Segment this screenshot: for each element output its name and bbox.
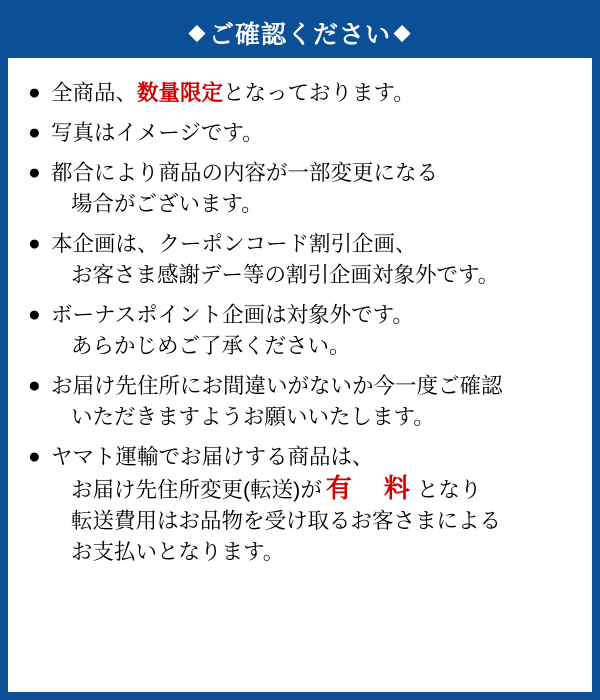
page-title: ご確認ください xyxy=(208,21,391,49)
diamond-left-icon: ◆ xyxy=(188,20,206,44)
bullet-icon: ● xyxy=(28,81,41,104)
text-line xyxy=(51,189,578,220)
plain-text: 場合がございます。 xyxy=(71,192,263,216)
plain-text: いただきますようお願いいたします。 xyxy=(71,405,435,429)
plain-text: となり xyxy=(416,478,482,502)
text-line xyxy=(51,158,578,189)
list-item-text xyxy=(51,229,578,291)
bullet-icon: ● xyxy=(28,161,41,184)
plain-text: お客さま感謝デー等の割引企画対象外です。 xyxy=(71,263,500,287)
text-line xyxy=(51,229,578,260)
bullet-icon: ● xyxy=(28,374,41,397)
text-line xyxy=(51,442,578,473)
plain-text: お届け先住所にお間違いがないか今一度ご確認 xyxy=(51,374,503,398)
list-item xyxy=(28,78,578,109)
plain-text: 転送費用はお品物を受け取るお客さまによる xyxy=(71,509,502,533)
notice-header xyxy=(8,8,592,58)
text-line xyxy=(51,371,578,402)
list-item xyxy=(28,158,578,220)
list-item xyxy=(28,300,578,362)
plain-text: 全商品、 xyxy=(51,81,138,105)
plain-text: 都合により商品の内容が一部変更になる xyxy=(51,161,439,185)
list-item xyxy=(28,371,578,433)
list-item-text xyxy=(51,300,578,362)
text-line xyxy=(51,537,578,568)
list-item-text xyxy=(51,158,578,220)
text-line xyxy=(51,260,578,291)
plain-text: あらかじめご了承ください。 xyxy=(71,334,351,358)
plain-text: 写真はイメージです。 xyxy=(51,121,264,145)
text-line xyxy=(51,300,578,331)
text-line xyxy=(51,331,578,362)
list-item xyxy=(28,118,578,149)
bullet-icon: ● xyxy=(28,121,41,144)
list-item xyxy=(28,442,578,568)
bullet-icon: ● xyxy=(28,303,41,326)
bullet-icon: ● xyxy=(28,445,41,468)
plain-text: お支払いとなります。 xyxy=(71,540,285,564)
plain-text: 本企画は、クーポンコード割引企画、 xyxy=(51,232,417,256)
list-item xyxy=(28,229,578,291)
text-line xyxy=(51,473,578,506)
notice-list xyxy=(8,58,592,568)
plain-text: となっております。 xyxy=(223,81,415,105)
plain-text: ボーナスポイント企画は対象外です。 xyxy=(51,303,414,327)
list-item-text xyxy=(51,371,578,433)
list-item-text xyxy=(51,442,578,568)
plain-text: ヤマト運輸でお届けする商品は、 xyxy=(51,445,374,469)
text-line xyxy=(51,118,578,149)
text-line xyxy=(51,78,578,109)
bullet-icon: ● xyxy=(28,232,41,255)
list-item-text xyxy=(51,78,578,109)
emphasis-text: 数量限定 xyxy=(137,81,224,105)
emphasis-text-large: 有 料 xyxy=(325,473,413,503)
list-item-text xyxy=(51,118,578,149)
text-line xyxy=(51,506,578,537)
diamond-right-icon: ◆ xyxy=(394,20,412,44)
text-line xyxy=(51,402,578,433)
plain-text: お届け先住所変更(転送)が xyxy=(71,478,322,502)
